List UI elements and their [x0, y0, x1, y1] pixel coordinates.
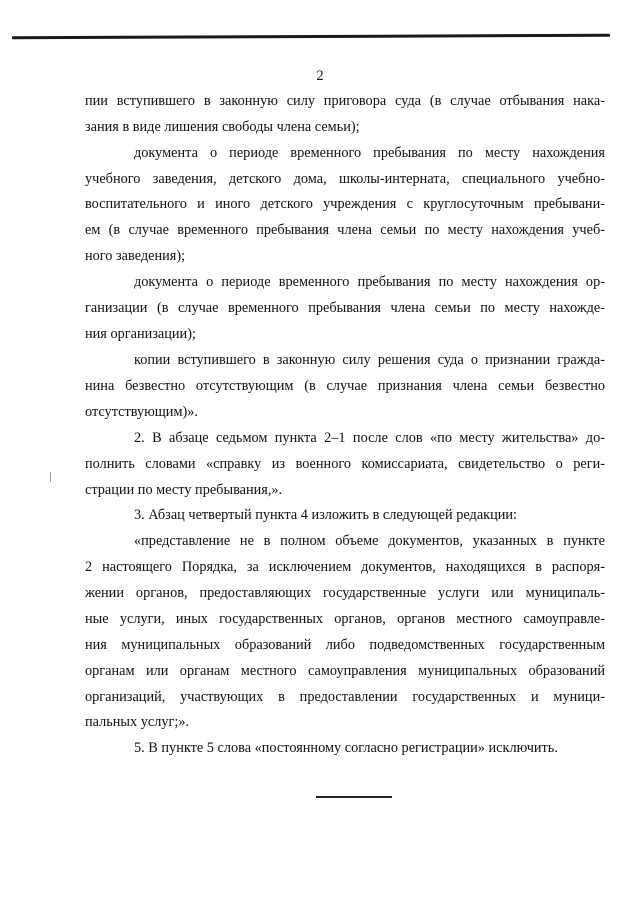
text-line: воспитательного и иного детского учреждения с круглосуточным пребывани-: [85, 196, 605, 212]
text-line: зания в виде лишения свободы члена семьи);: [85, 119, 360, 135]
text-line: организаций, участвующих в предоставлении государственных и муници-: [85, 689, 605, 705]
text-line: ного заведения);: [85, 248, 186, 264]
text-line: 2. В абзаце седьмом пункта 2–1 после слов «по месту жительства» до-: [134, 430, 605, 446]
scan-mark: [50, 472, 51, 482]
text-line: учебного заведения, детского дома, школы-интерната, специального учебно-: [85, 171, 605, 187]
text-line: страции по месту пребывания,».: [85, 482, 283, 498]
text-line: документа о периоде временного пребывания по месту нахождения: [134, 145, 605, 161]
top-rule: [12, 34, 610, 40]
text-line: пии вступившего в законную силу приговора суда (в случае отбывания нака-: [85, 93, 605, 109]
text-line: жении органов, предоставляющих государственные услуги или муниципаль-: [85, 585, 605, 601]
text-line: «представление не в полном объеме документов, указанных в пункте: [134, 533, 605, 549]
text-line: 3. Абзац четвертый пункта 4 изложить в следующей редакции:: [134, 507, 518, 523]
text-line: пальных услуг;».: [85, 714, 190, 730]
text-line: органам или органам местного самоуправления муниципальных образований: [85, 663, 605, 679]
text-line: полнить словами «справку из военного комиссариата, свидетельство о реги-: [85, 456, 605, 472]
text-line: копии вступившего в законную силу решения суда о признании гражда-: [134, 352, 605, 368]
text-line: ные услуги, иных государственных органов, органов местного самоуправле-: [85, 611, 605, 627]
text-line: ганизации (в случае временного пребывания члена семьи по месту нахожде-: [85, 300, 605, 316]
text-line: ем (в случае временного пребывания члена семьи по месту нахождения учеб-: [85, 222, 605, 238]
text-line: ния организации);: [85, 326, 196, 342]
text-line: ния муниципальных образований либо подведомственных государственным: [85, 637, 605, 653]
text-line: отсутствующим)».: [85, 404, 198, 420]
text-line: 2 настоящего Порядка, за исключением документов, находящихся в распоря-: [85, 559, 605, 575]
text-line: 5. В пункте 5 слова «постоянному согласно регистрации» исключить.: [134, 740, 558, 756]
text-line: нина безвестно отсутствующим (в случае признания члена семьи безвестно: [85, 378, 605, 394]
page-number: 2: [316, 68, 324, 84]
end-rule: [316, 796, 392, 798]
text-line: документа о периоде временного пребывания по месту нахождения ор-: [134, 274, 605, 290]
